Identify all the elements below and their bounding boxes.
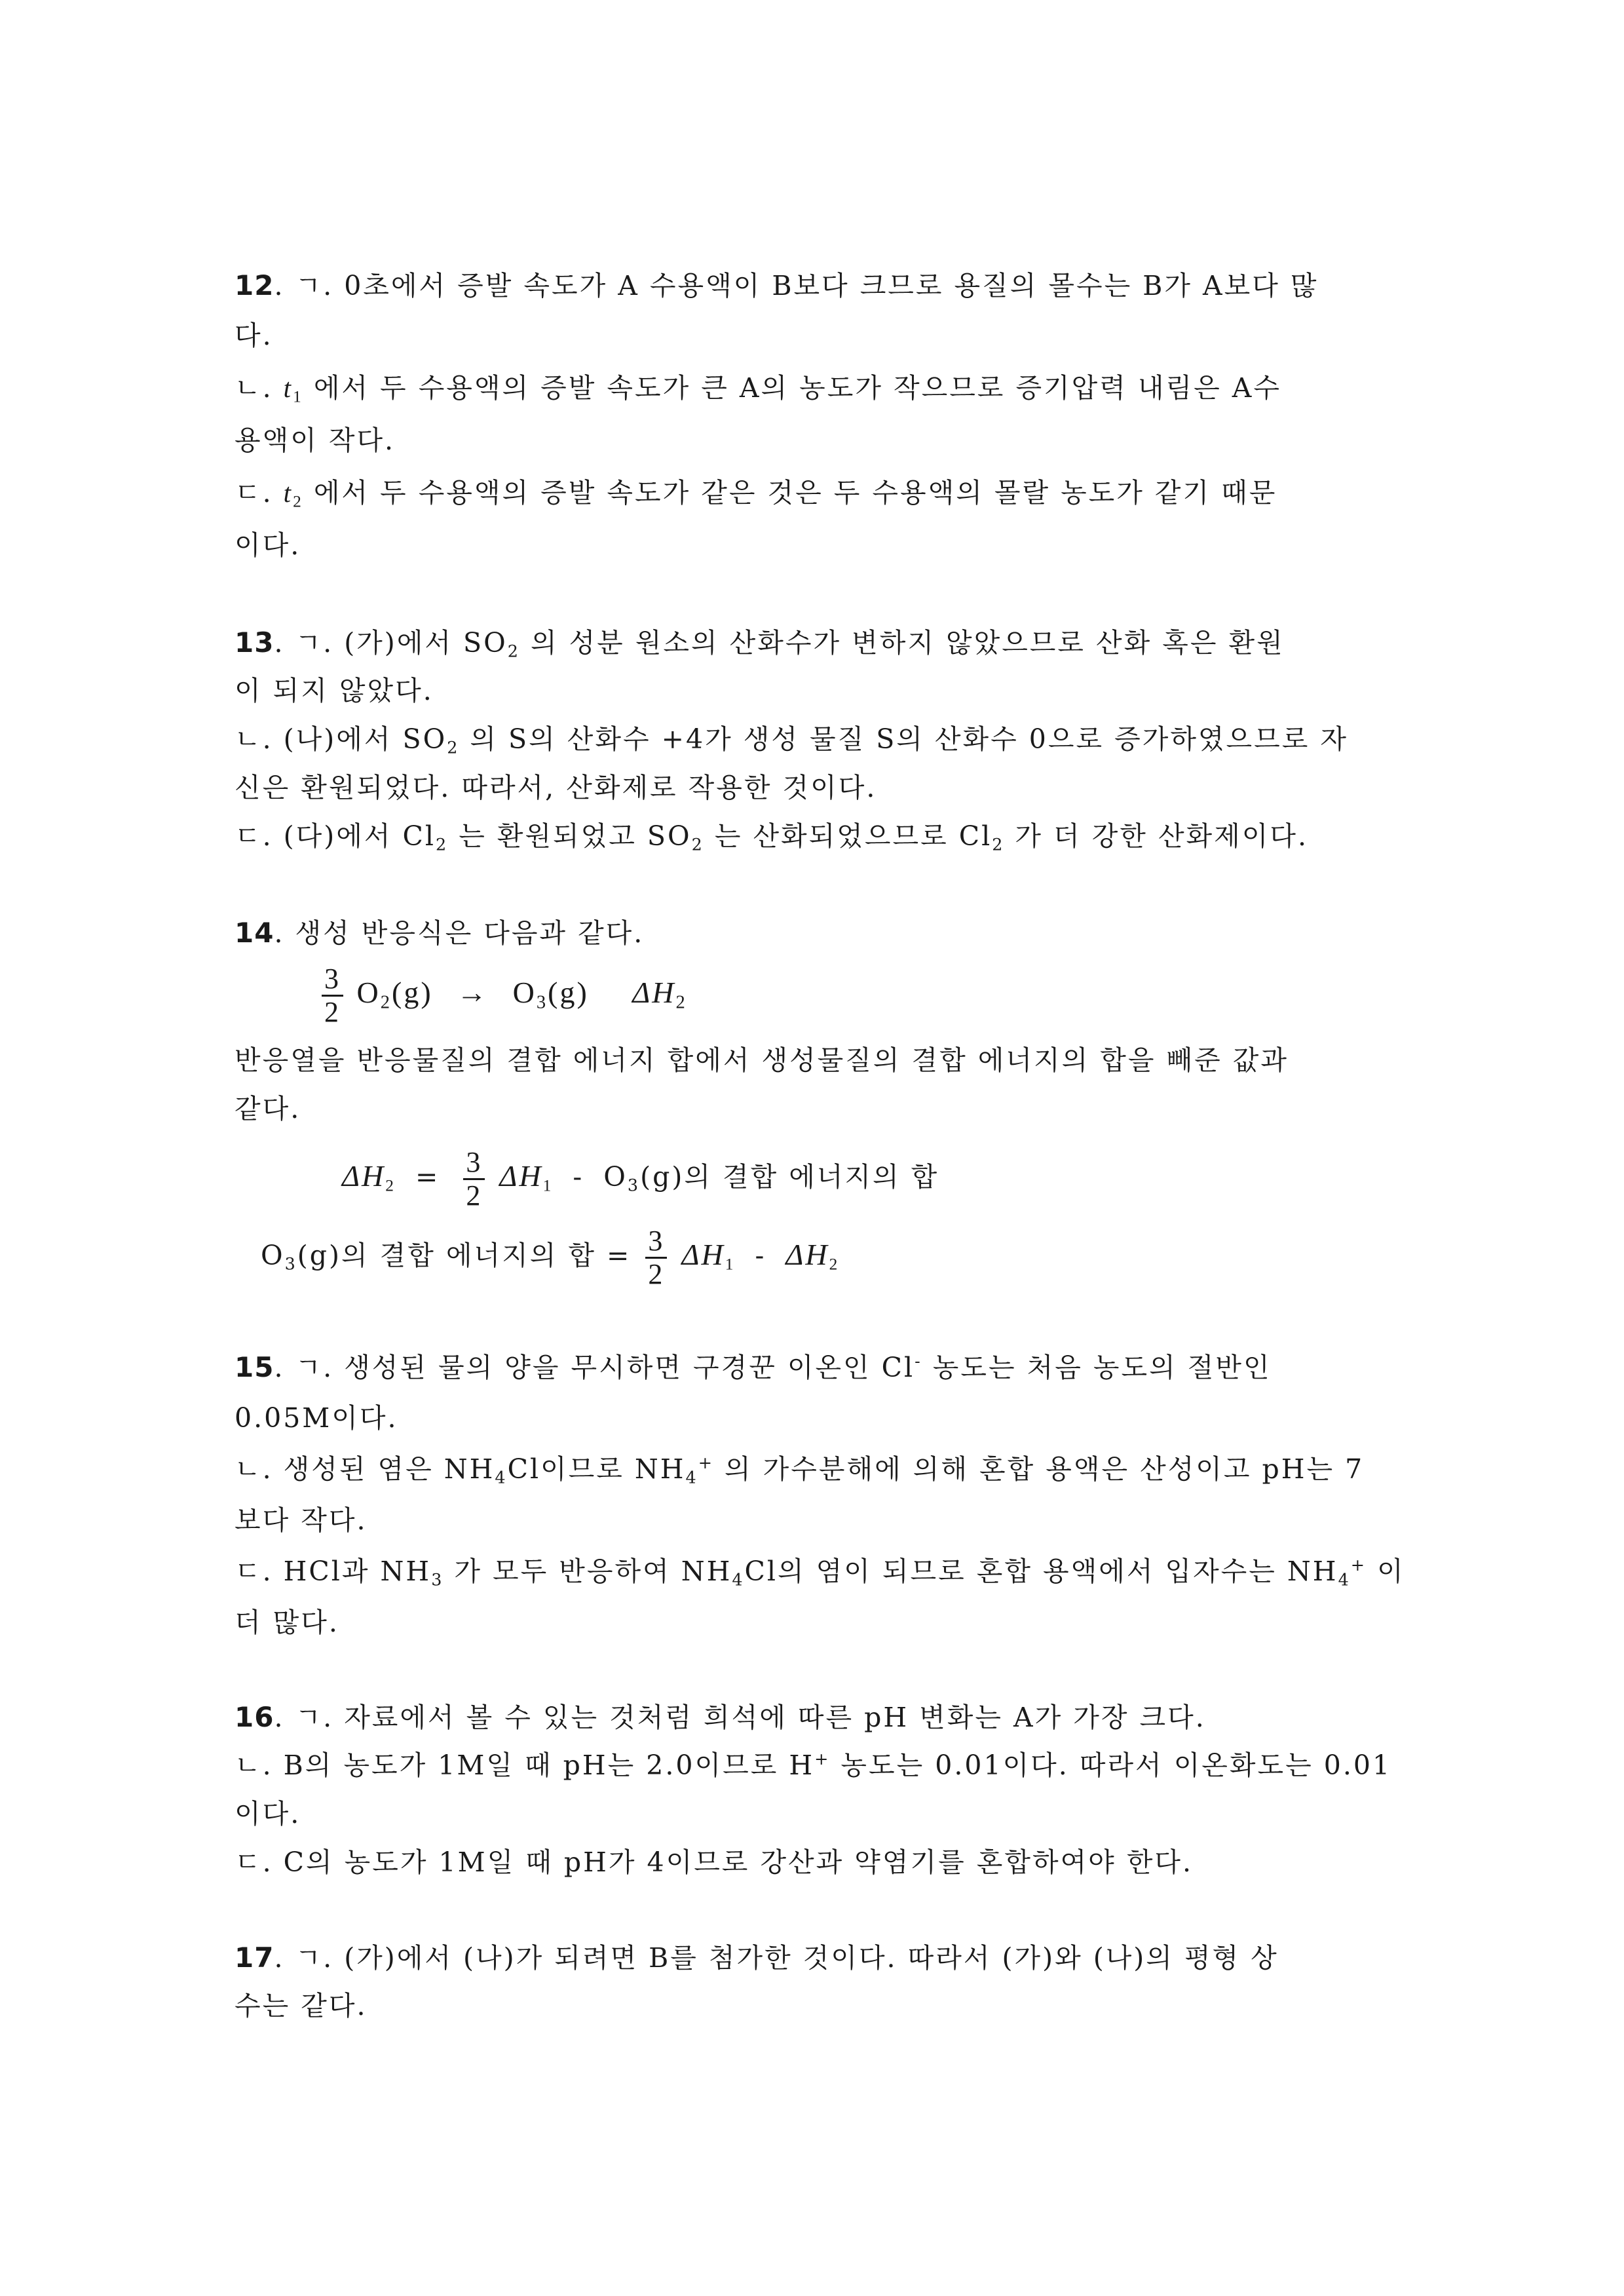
q17-line-2: 수는 같다. — [235, 1990, 368, 2021]
q13-line-2: 이 되지 않았다. — [235, 675, 434, 706]
q16-line-4: ㄷ. C의 농도가 1M일 때 pH가 4이므로 강산과 약염기를 혼합하여야 한다. — [235, 1846, 1194, 1878]
q12-line-3: ㄴ. $t_1$ 에서 두 수용액의 증발 속도가 큰 A의 농도가 작으므로 증기압력 내림은 A수 — [235, 372, 1281, 406]
q15-line-3: ㄴ. 생성된 염은 $NH_4Cl$이므로 $NH_4^+$ 의 가수분해에 의해 혼합 용액은 산성이고 pH는 7 — [235, 1452, 1365, 1487]
question-number: 15 — [235, 1351, 274, 1383]
question-number: 12 — [235, 269, 274, 301]
arrow-icon: → — [457, 976, 489, 1010]
q13-line-3: ㄴ. (나)에서 $SO_2$ 의 S의 산화수 +4가 생성 물질 S의 산화수 0으로 증가하였으므로 자 — [235, 723, 1348, 757]
q15-line-4: 보다 작다. — [235, 1504, 368, 1536]
reaction-equation: $\frac{3}{2}$ $O_2(g) \to O_3(g)$ $\Delta H_2$ — [318, 965, 687, 1027]
q12-line-4: 용액이 작다. — [235, 425, 396, 456]
question-number: 13 — [235, 626, 274, 659]
q14-line-4: 같다. — [235, 1093, 301, 1124]
q16-line-2: ㄴ. B의 농도가 1M일 때 pH는 2.0이므로 H+ 농도는 0.01이다. 따라서 이온화도는 0.01 — [235, 1748, 1392, 1781]
q12-line-6: 이다. — [235, 529, 301, 561]
q13-line-1: 13. ㄱ. (가)에서 $SO_2$ 의 성분 원소의 산화수가 변하지 않았으므로 산화 혹은 환원 — [235, 626, 1285, 661]
enthalpy-equation-2: $O_3(g)$의 결합 에너지의 합 = $\frac{3}{2}$ $\Delta H_1 - \Delta H_2$ — [261, 1225, 840, 1290]
q14-line-1: 14. 생성 반응식은 다음과 같다. — [235, 917, 645, 949]
enthalpy-equation-1: $\Delta H_2$ = $\frac{3}{2}$ $\Delta H_1 - O_3(g)$의 결합 에너지의 합 — [342, 1146, 939, 1212]
q12-line-5: ㄷ. $t_2$ 에서 두 수용액의 증발 속도가 같은 것은 두 수용액의 몰랄 농도가 같기 때문 — [235, 477, 1277, 511]
fraction-3-2: $\frac{3}{2}$ — [463, 1148, 485, 1210]
fraction-3-2: $\frac{3}{2}$ — [645, 1227, 667, 1289]
q12-line-2: 다. — [235, 320, 273, 351]
q13-line-4: 신은 환원되었다. 따라서, 산화제로 작용한 것이다. — [235, 772, 877, 803]
fraction-3-2: $\frac{3}{2}$ — [322, 965, 343, 1027]
q16-line-1: 16. ㄱ. 자료에서 볼 수 있는 것처럼 희석에 따른 pH 변화는 A가 가장 크다. — [235, 1701, 1206, 1733]
question-number: 17 — [235, 1942, 274, 1974]
question-number: 16 — [235, 1701, 274, 1733]
q15-line-6: 더 많다. — [235, 1607, 339, 1638]
q12-line-1: 12. ㄱ. 0초에서 증발 속도가 A 수용액이 B보다 크므로 용질의 몰수는 B가 A보다 많 — [235, 269, 1319, 301]
q16-line-3: 이다. — [235, 1798, 301, 1829]
q15-line-2: 0.05M이다. — [235, 1402, 398, 1434]
q13-line-5: ㄷ. (다)에서 $Cl_2$ 는 환원되었고 $SO_2$ 는 산화되었으므로 $Cl_2$ 가 더 강한 산화제이다. — [235, 820, 1309, 854]
q14-line-3: 반응열을 반응물질의 결합 에너지 합에서 생성물질의 결합 에너지의 합을 빼준 값과 — [235, 1044, 1289, 1076]
q15-line-1: 15. ㄱ. 생성된 물의 양을 무시하면 구경꾼 이온인 Cl- 농도는 처음 농도의 절반인 — [235, 1350, 1272, 1383]
q17-line-1: 17. ㄱ. (가)에서 (나)가 되려면 B를 첨가한 것이다. 따라서 (가)와 (나)의 평형 상 — [235, 1942, 1279, 1974]
question-number: 14 — [235, 917, 274, 949]
q15-line-5: ㄷ. HCl과 $NH_3$ 가 모두 반응하여 $NH_4Cl$의 염이 되므로 혼합 용액에서 입자수는 $NH_4^+$ 이 — [235, 1554, 1405, 1590]
